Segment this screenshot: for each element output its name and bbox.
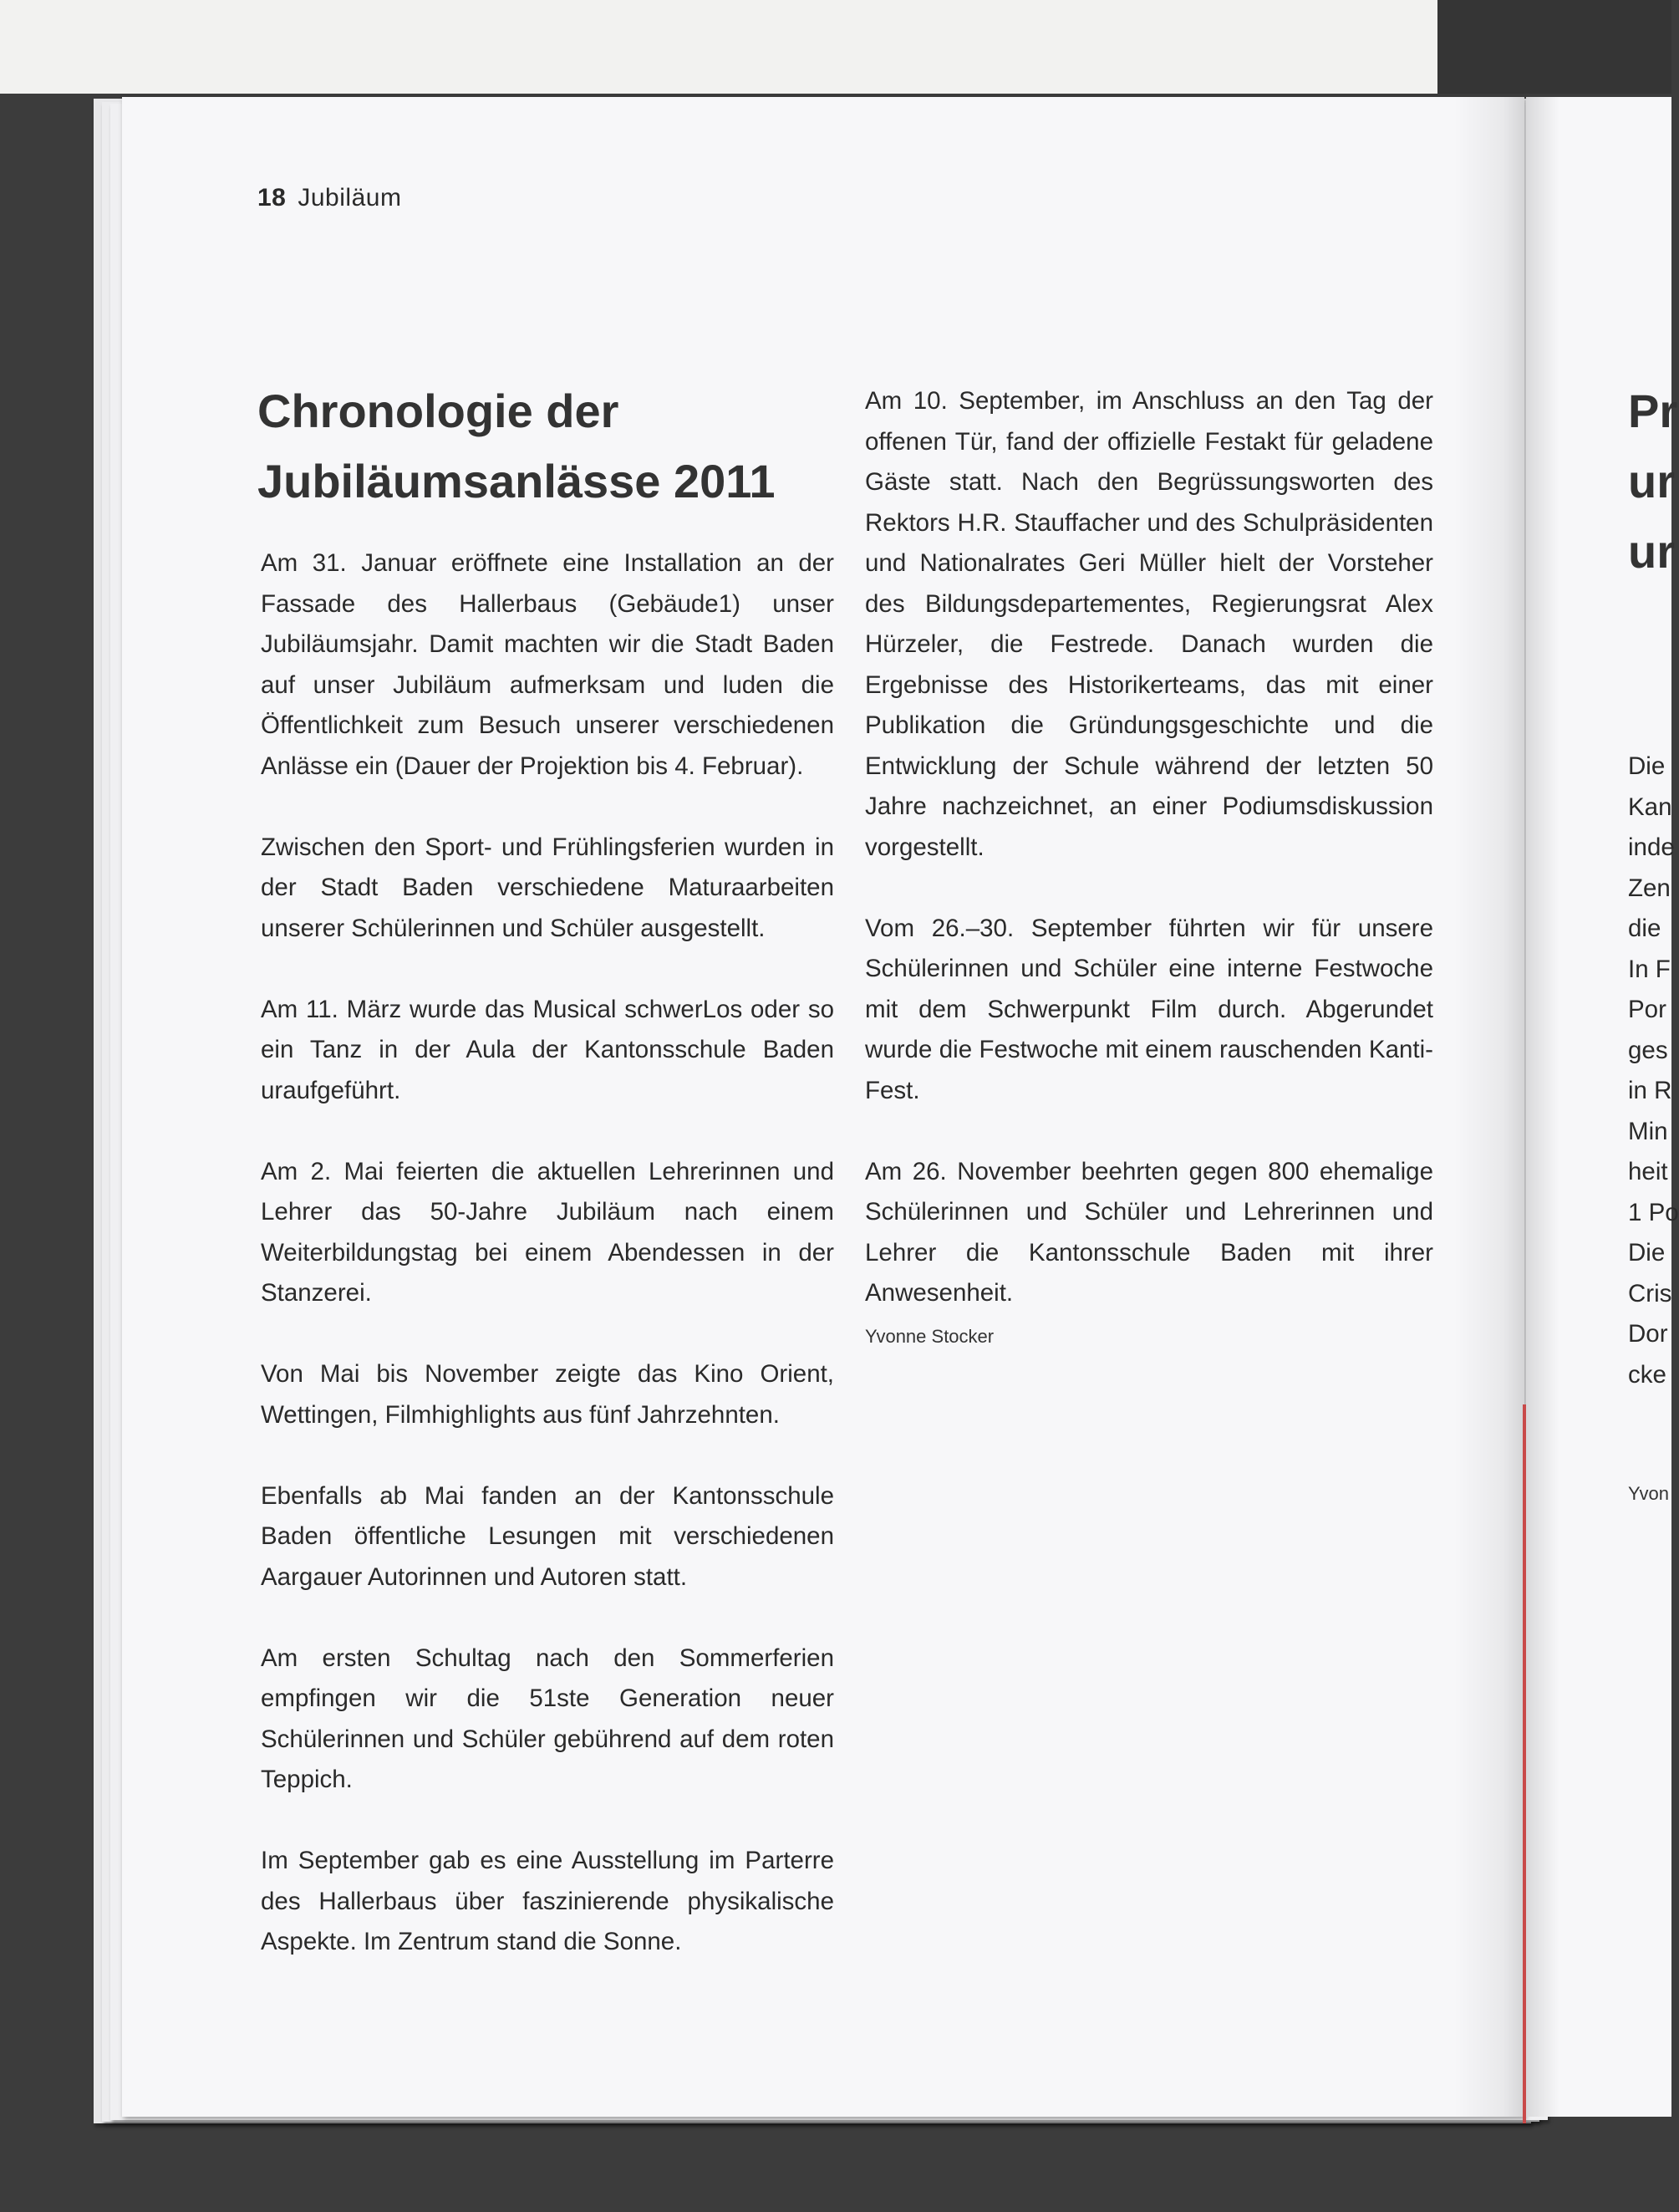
gutter-shadow	[1454, 97, 1524, 2117]
right-page	[1526, 97, 1679, 2117]
paragraph: Vom 26.–30. September führten wir für unsere Schülerinnen und Schüler eine interne Festwoche mit dem Schwerpunkt Film durch. Abgerundet wurde die Festwoche mit einem rauschenden Kanti-Fest.	[865, 914, 1433, 1104]
paragraph: Am 10. September, im Anschluss an den Tag der offenen Tür, fand der offizielle Festakt für geladene Gäste statt. Nach den Begrüssungsworten des Rektors H.R. Stauffacher und des Schulpräsidenten und Nationalrates Geri Müller hielt der Vorsteher des Bildungsdepartementes, Regierungsrat Alex Hürzeler, die Festrede. Danach wurden die Ergebnisse des Historikerteams, das mit einer Publikation die Gründungsgeschichte und die Entwicklung der Schule während der letzten 50 Jahre nachzeichnet, an einer Podiumsdiskussion vorgestellt.	[865, 387, 1433, 861]
right-page-author-fragment: Yvon	[1628, 1483, 1669, 1504]
article-title-line-1: Chronologie der	[257, 385, 619, 437]
right-page-gutter-shadow	[1526, 97, 1559, 2117]
page-number: 18	[257, 184, 287, 212]
paragraph: Ebenfalls ab Mai fanden an der Kantonsschule Baden öffentliche Lesungen mit verschiedenen Aargauer Autorinnen und Autoren statt.	[261, 1481, 834, 1591]
paragraph: Im September gab es eine Ausstellung im Parterre des Hallerbaus über faszinierende physikalische Aspekte. Im Zentrum stand die Sonne.	[261, 1847, 834, 1955]
scan-background-top	[0, 0, 1671, 94]
section-title: Jubiläum	[298, 184, 402, 212]
paragraph: Am ersten Schultag nach den Sommerferien empfingen wir die 51ste Generation neuer Schülerinnen und Schüler gebührend auf dem roten Teppich.	[261, 1644, 834, 1793]
scan-background-corner	[1437, 0, 1671, 94]
article-title-line-2: Jubiläumsanlässe 2011	[257, 455, 776, 507]
middle-text-column	[865, 381, 1433, 1351]
left-text-column	[261, 543, 834, 2003]
paragraph: Am 11. März wurde das Musical schwerLos oder so ein Tanz in der Aula der Kantonsschule Baden uraufgeführt.	[261, 995, 834, 1104]
running-head	[257, 184, 401, 212]
right-page-title-fragment: Pr ur ur	[1628, 385, 1678, 578]
paragraph: Am 2. Mai feierten die aktuellen Lehrerinnen und Lehrer das 50-Jahre Jubiläum nach einem Weiterbildungstag bei einem Abendessen in der Stanzerei.	[261, 1157, 834, 1307]
paragraph: Von Mai bis November zeigte das Kino Orient, Wettingen, Filmhighlights aus fünf Jahrzehnten.	[261, 1360, 834, 1429]
article-title	[257, 376, 842, 517]
paragraph: Am 26. November beehrten gegen 800 ehemalige Schülerinnen und Schüler und Lehrerinnen und Lehrer die Kantonsschule Baden mit ihrer Anwesenheit.	[865, 1157, 1433, 1307]
paragraph: Zwischen den Sport- und Frühlingsferien wurden in der Stadt Baden verschiedene Maturaarbeiten unserer Schülerinnen und Schüler ausgestellt.	[261, 833, 834, 942]
right-page-text-lines: Die Kan inde Zen die In F Por ges in R Min heit 1 Po Die Cris Dor cke	[1628, 752, 1679, 1389]
paragraph: Am 31. Januar eröffnete eine Installation an der Fassade des Hallerbaus (Gebäude1) unser Jubiläumsjahr. Damit machten wir die Stadt Baden auf unser Jubiläum aufmerksam und luden die Öffentlichkeit zum Besuch unserer verschiedenen Anlässe ein (Dauer der Projektion bis 4. Februar).	[261, 549, 834, 780]
right-page-text-fragment	[1628, 665, 1679, 1589]
author-byline: Yvonne Stocker	[865, 1325, 995, 1347]
